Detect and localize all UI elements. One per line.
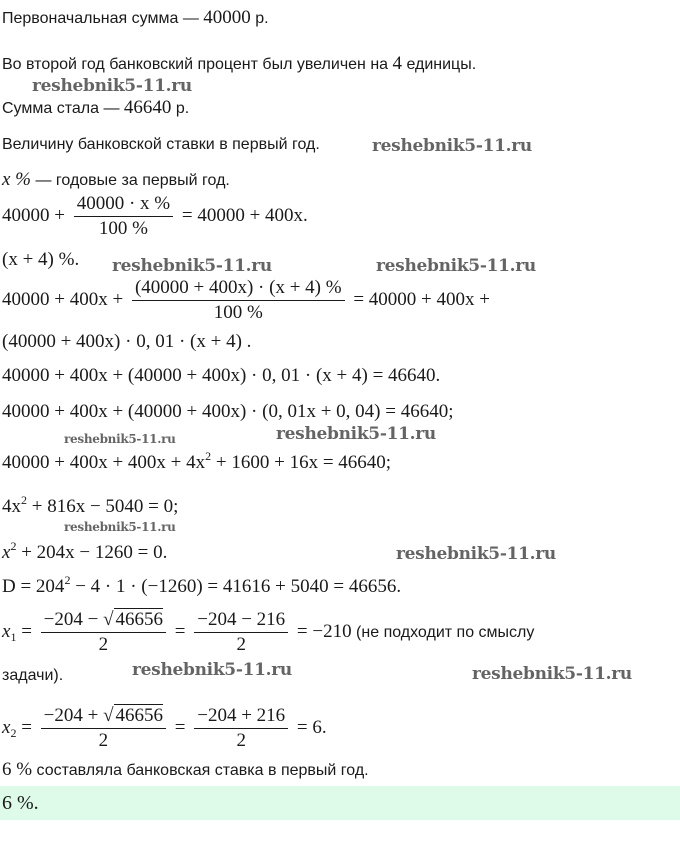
disc-b: − 4 · 1 · (−1260) = 41616 + 5040 = 46656. xyxy=(70,576,402,597)
second-year-rate: (x + 4) %. xyxy=(2,249,80,270)
x2-denominator-2: 2 xyxy=(236,730,246,751)
expanded-b: + 1600 + 16x = 46640; xyxy=(211,452,392,473)
eq2-right: = 40000 + 400x + xyxy=(353,288,490,310)
reduced-b: + 204x − 1260 = 0. xyxy=(16,542,168,563)
conclusion-line xyxy=(2,760,369,781)
eq1-numerator: 40000 · x % xyxy=(74,192,173,217)
x1-comment-end: задачи). xyxy=(2,667,64,684)
conclusion-text: составляла банковская ставка в первый год. xyxy=(32,762,369,779)
initial-sum-value: 40000 xyxy=(203,7,251,28)
x1-numerator-2: −204 − 216 xyxy=(194,608,288,633)
equation-line-10: 40000 + 400x + (40000 + 400x) · 0, 01 · (x + 4) = 46640. xyxy=(2,365,441,386)
variable-x-percent: x % xyxy=(2,169,32,190)
discriminant-line xyxy=(2,570,401,597)
conclusion-value: 6 % xyxy=(2,759,33,780)
watermark: reshebnik5-11.ru xyxy=(376,256,536,276)
x1-eq: = xyxy=(16,620,32,642)
variable-definition-line xyxy=(2,170,230,191)
x1-fraction-2 xyxy=(194,608,288,657)
expanded-a: 40000 + 400x + 400x + 4x xyxy=(2,452,206,473)
x1-denominator-1: 2 xyxy=(98,634,109,655)
watermark: reshebnik5-11.ru xyxy=(132,660,292,680)
initial-sum-line xyxy=(2,8,269,29)
x1-var: x xyxy=(2,620,11,642)
x2-var: x xyxy=(2,716,11,738)
watermark: reshebnik5-11.ru xyxy=(472,664,632,684)
expanded-equation xyxy=(2,446,391,473)
exponent: 2 xyxy=(21,493,27,507)
watermark: reshebnik5-11.ru xyxy=(112,256,272,276)
watermark: reshebnik5-11.ru xyxy=(64,520,176,534)
x1-eq-2: = xyxy=(174,620,186,642)
x2-fraction-2 xyxy=(194,704,288,753)
disc-a: D = 204 xyxy=(2,576,65,597)
equation-continuation: (40000 + 400x) · 0, 01 · (x + 4) . xyxy=(2,331,252,352)
exponent: 2 xyxy=(10,539,17,553)
reduced-quadratic xyxy=(2,536,167,563)
x1-fraction-1 xyxy=(41,608,166,657)
x2-numerator-2: −204 + 216 xyxy=(194,704,288,729)
exponent: 2 xyxy=(64,573,71,587)
exponent: 2 xyxy=(205,449,212,463)
answer-box xyxy=(0,786,680,820)
eq1-fraction xyxy=(74,192,173,241)
task-line: Величину банковской ставки в первый год. xyxy=(2,136,320,153)
second-year-text: Во второй год банковский процент был увеличен на xyxy=(2,56,393,73)
second-year-line xyxy=(2,54,476,75)
eq2-denominator: 100 % xyxy=(213,302,263,323)
x1-result: = −210 xyxy=(296,620,352,642)
watermark: reshebnik5-11.ru xyxy=(64,432,176,446)
x1-denominator-2: 2 xyxy=(236,634,246,655)
quadratic-equation xyxy=(2,490,178,517)
reduced-a: x xyxy=(2,542,11,563)
second-year-equation xyxy=(2,276,490,325)
root-x1-line xyxy=(2,608,534,657)
watermark: reshebnik5-11.ru xyxy=(276,424,436,444)
new-sum-value: 46640 xyxy=(123,97,172,118)
watermark: reshebnik5-11.ru xyxy=(32,76,192,96)
x2-denominator-1: 2 xyxy=(98,730,109,751)
eq2-fraction xyxy=(132,276,345,325)
new-sum-unit: р. xyxy=(171,100,190,117)
x2-eq: = xyxy=(16,716,32,738)
x2-fraction-1 xyxy=(41,704,166,753)
eq1-denominator: 100 % xyxy=(98,218,148,239)
eq1-right: = 40000 + 400x. xyxy=(181,204,308,226)
second-year-value: 4 xyxy=(392,53,403,74)
x2-numerator-1 xyxy=(41,704,166,729)
quad-b: + 816x − 5040 = 0; xyxy=(27,496,179,517)
quad-a: 4x xyxy=(2,496,21,517)
initial-sum-text: Первоначальная сумма — xyxy=(2,10,204,27)
equation-line-11: 40000 + 400x + (40000 + 400x) · (0, 01x + 0, 04) = 46640; xyxy=(2,401,454,422)
answer-text: 6 %. xyxy=(2,792,39,814)
x1-radicand: 46656 xyxy=(115,609,164,630)
x2-eq-2: = xyxy=(174,716,186,738)
x1-numerator-1-text: −204 − √ xyxy=(43,609,114,630)
x1-numerator-1 xyxy=(41,608,166,633)
x1-subscript: 1 xyxy=(10,629,17,644)
x2-radicand: 46656 xyxy=(115,705,164,726)
first-year-equation xyxy=(2,192,308,241)
eq2-numerator: (40000 + 400x) · (x + 4) % xyxy=(132,276,345,301)
x2-numerator-1-text: −204 + √ xyxy=(43,705,114,726)
new-sum-line xyxy=(2,98,189,119)
root-x2-line xyxy=(2,704,327,753)
x1-comment: (не подходит по смыслу xyxy=(351,623,535,641)
second-year-end: единицы. xyxy=(402,56,477,73)
watermark: reshebnik5-11.ru xyxy=(372,136,532,156)
x2-result: = 6. xyxy=(296,716,327,738)
watermark: reshebnik5-11.ru xyxy=(396,544,556,564)
x2-subscript: 2 xyxy=(10,725,17,740)
new-sum-text: Сумма стала — xyxy=(2,100,124,117)
initial-sum-unit: р. xyxy=(250,10,269,27)
eq1-left: 40000 + xyxy=(2,204,65,226)
eq2-left: 40000 + 400x + xyxy=(2,288,124,310)
variable-definition-text: — годовые за первый год. xyxy=(31,172,230,189)
